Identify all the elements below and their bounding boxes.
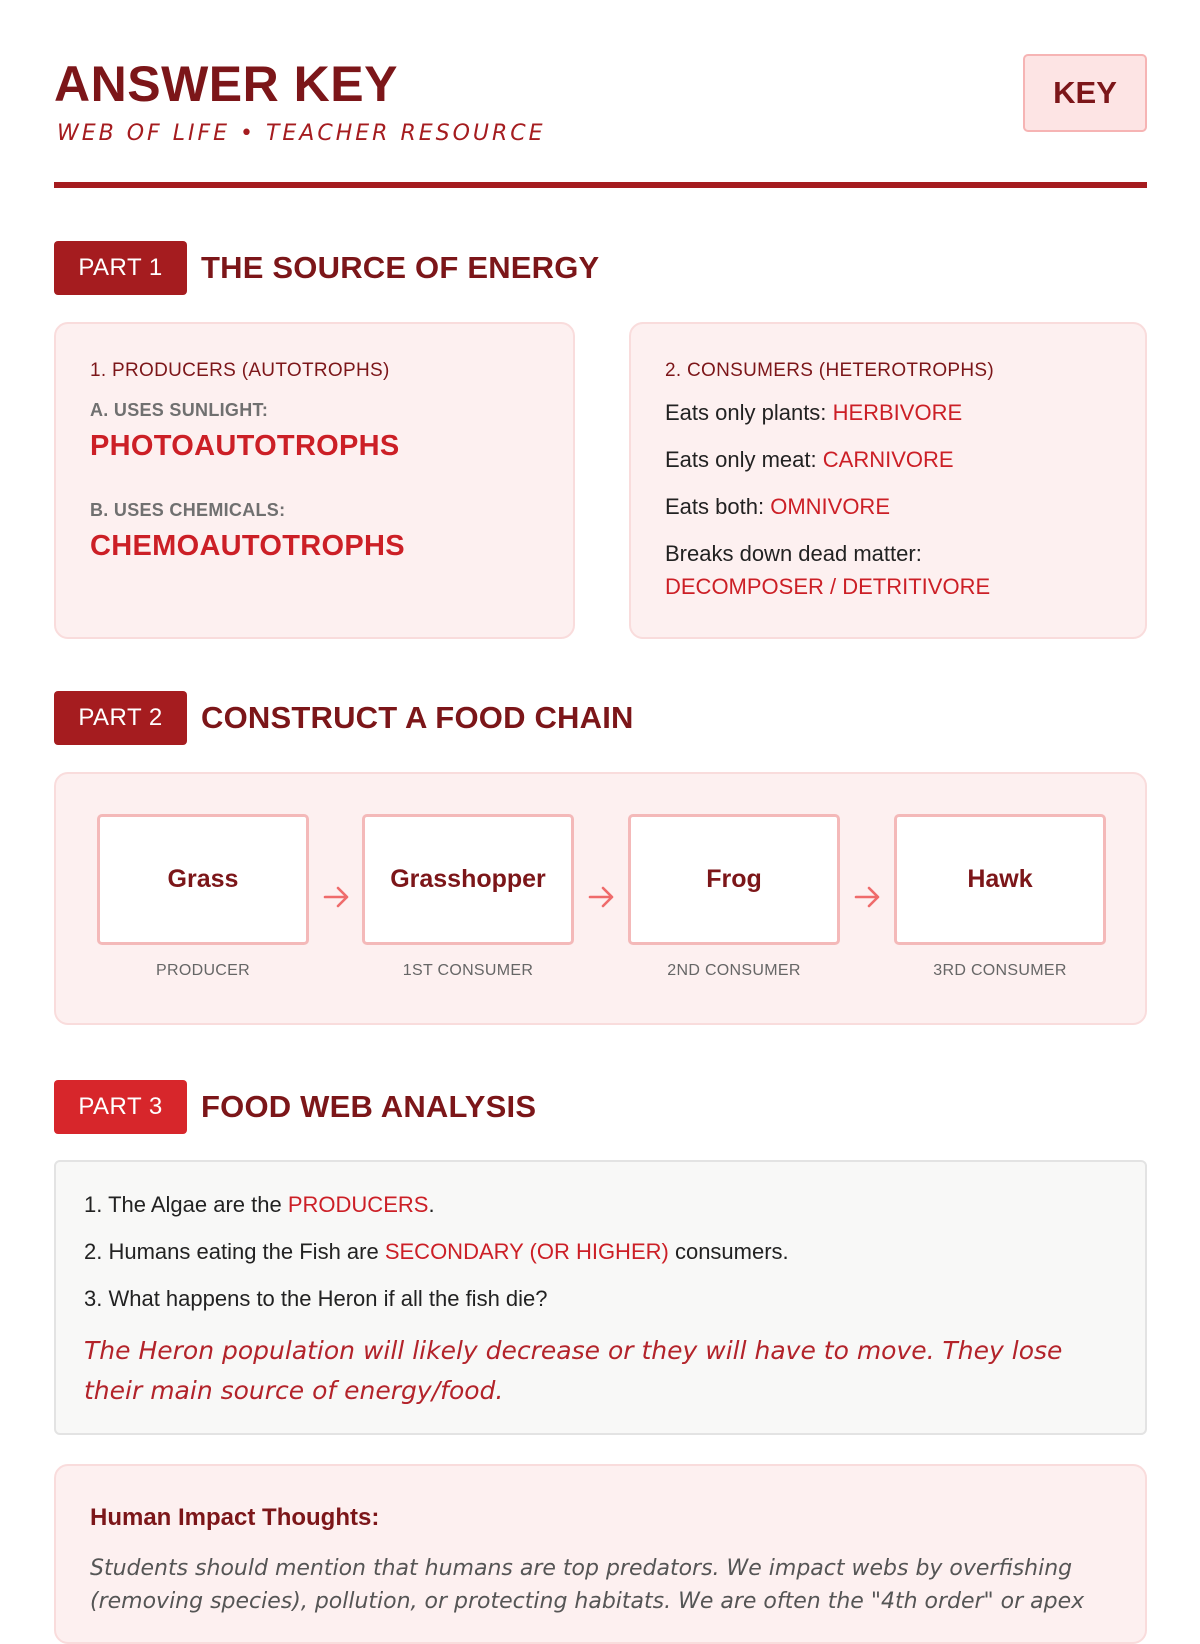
carnivore-line <box>665 447 954 473</box>
consumers-card <box>629 322 1147 639</box>
part2-tag: PART 2 <box>54 691 187 745</box>
part1-title: THE SOURCE OF ENERGY <box>201 250 600 285</box>
question-2-text: 2. Humans eating the Fish are <box>84 1239 385 1264</box>
chain-organism-3: Frog <box>628 814 840 945</box>
decomposer-prompt: Breaks down dead matter: <box>665 541 922 566</box>
herbivore-answer: HERBIVORE <box>832 400 963 425</box>
chain-organism-1: Grass <box>97 814 309 945</box>
chain-role-1: PRODUCER <box>156 962 250 979</box>
arrow-right-icon <box>853 882 883 912</box>
part3-title: FOOD WEB ANALYSIS <box>201 1089 537 1124</box>
arrow-right-icon <box>322 882 352 912</box>
chain-organism-2: Grasshopper <box>362 814 574 945</box>
omnivore-line <box>665 494 890 520</box>
omnivore-prompt: Eats both: <box>665 494 765 519</box>
producers-card <box>54 322 575 639</box>
human-impact-title: Human Impact Thoughts: <box>90 1504 380 1531</box>
chain-role-3: 2ND CONSUMER <box>667 962 801 979</box>
question-3: 3. What happens to the Heron if all the fish die? <box>84 1286 548 1311</box>
question-3-answer: The Heron population will likely decrease or they will have to move. They lose their main source of energy/food. <box>84 1336 1063 1405</box>
part2-title: CONSTRUCT A FOOD CHAIN <box>201 700 634 735</box>
chain-role-4: 3RD CONSUMER <box>933 962 1067 979</box>
chemicals-label: B. USES CHEMICALS: <box>90 500 286 520</box>
question-1 <box>84 1192 435 1218</box>
page-subtitle: WEB OF LIFE • TEACHER RESOURCE <box>57 121 546 146</box>
part3-tag: PART 3 <box>54 1080 187 1134</box>
page-title: ANSWER KEY <box>54 56 398 112</box>
question-2 <box>84 1239 789 1265</box>
consumers-heading: 2. CONSUMERS (HETEROTROPHS) <box>665 360 995 381</box>
key-badge: KEY <box>1023 54 1147 132</box>
part1-tag: PART 1 <box>54 241 187 295</box>
carnivore-answer: CARNIVORE <box>822 447 954 472</box>
chain-role-2: 1ST CONSUMER <box>402 962 534 979</box>
human-impact-text: Students should mention that humans are top predators. We impact webs by overfishing (removing species), pollution, or protecting habitats. We are often the "4th order" or apex <box>90 1556 1085 1614</box>
food-chain-card <box>54 772 1147 1025</box>
sunlight-answer: PHOTOAUTOTROPHS <box>90 430 400 462</box>
question-1-text: 1. The Algae are the <box>84 1192 288 1217</box>
part3-heading <box>54 1080 536 1134</box>
question-1-end: . <box>428 1192 435 1217</box>
herbivore-prompt: Eats only plants: <box>665 400 827 425</box>
human-impact-card <box>54 1464 1147 1644</box>
header <box>54 56 1147 188</box>
herbivore-line <box>665 400 962 426</box>
sunlight-label: A. USES SUNLIGHT: <box>90 400 269 420</box>
question-2-answer: SECONDARY (OR HIGHER) <box>384 1239 669 1264</box>
chemicals-answer: CHEMOAUTOTROPHS <box>90 530 405 562</box>
part2-heading <box>54 691 634 745</box>
carnivore-prompt: Eats only meat: <box>665 447 817 472</box>
omnivore-answer: OMNIVORE <box>770 494 890 519</box>
question-1-answer: PRODUCERS <box>287 1192 429 1217</box>
chain-organism-4: Hawk <box>894 814 1106 945</box>
decomposer-answer: DECOMPOSER / DETRITIVORE <box>665 574 991 599</box>
producers-heading: 1. PRODUCERS (AUTOTROPHS) <box>90 360 390 381</box>
food-web-analysis-card <box>54 1160 1147 1435</box>
part1-heading <box>54 241 599 295</box>
arrow-right-icon <box>587 882 617 912</box>
question-2-end: consumers. <box>668 1239 789 1264</box>
